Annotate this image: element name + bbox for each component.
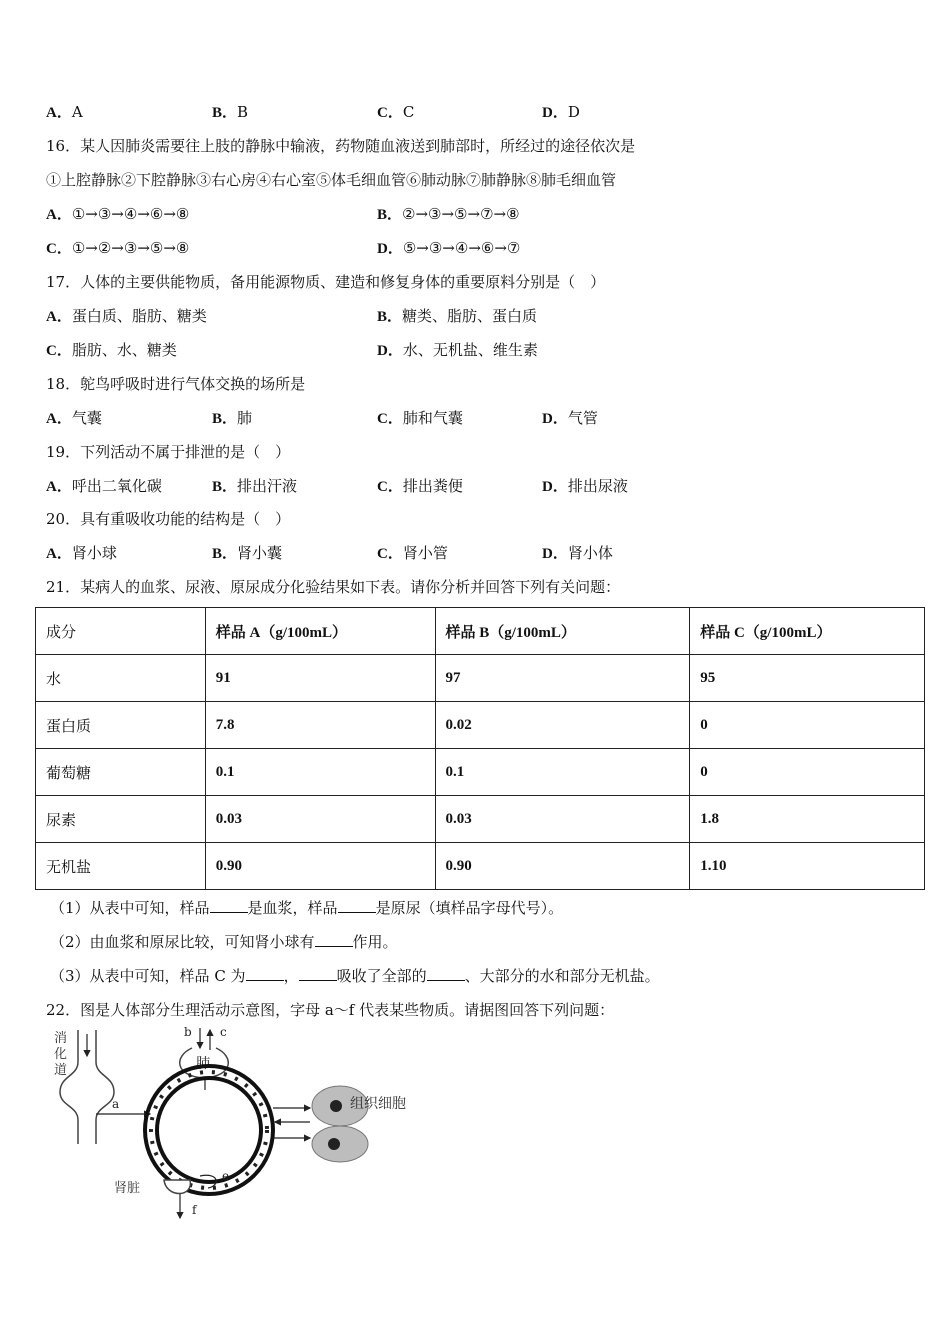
q21-sub3: （3）从表中可知，样品 C 为 ， 吸收了全部的 、大部分的水和部分无机盐。 (50, 967, 660, 985)
q20-stem: 20．具有重吸收功能的结构是（ ） (46, 510, 291, 528)
q16-stem: 16．某人因肺炎需要往上肢的静脉中输液，药物随血液送到肺部时，所经过的途径依次是 (46, 137, 636, 155)
q20-option-a[interactable]: A．肾小球 (46, 544, 117, 562)
q16-option-d[interactable]: D．⑤→③→④→⑥→⑦ (377, 239, 521, 257)
table-cell: 95 (690, 655, 925, 702)
ring-outer (145, 1066, 273, 1194)
table-cell: 1.8 (690, 796, 925, 843)
table-cell: 91 (205, 655, 435, 702)
table-header-cell: 样品 C（g/100mL） (690, 608, 925, 655)
digestive-tract-right (96, 1030, 114, 1144)
q20-option-c[interactable]: C．肾小管 (377, 544, 448, 562)
answer-blank[interactable] (246, 966, 284, 981)
q16-items: ①上腔静脉②下腔静脉③右心房④右心室⑤体毛细血管⑥肺动脉⑦肺静脉⑧肺毛细血管 (46, 171, 617, 189)
q21-results-table (35, 607, 925, 890)
label-f: f (192, 1203, 197, 1217)
q19-option-a[interactable]: A．呼出二氧化碳 (46, 477, 162, 495)
tissue-nucleus-2 (328, 1138, 340, 1150)
answer-blank[interactable] (299, 966, 337, 981)
q19-option-b[interactable]: B．排出汗液 (212, 477, 298, 495)
circulation-diagram (44, 1026, 444, 1226)
table-row (36, 843, 925, 890)
table-cell: 蛋白质 (36, 702, 206, 749)
table-cell: 1.10 (690, 843, 925, 890)
q21-stem: 21．某病人的血浆、尿液、原尿成分化验结果如下表。请你分析并回答下列有关问题： (46, 578, 621, 596)
q17-option-a[interactable]: A．蛋白质、脂肪、糖类 (46, 307, 207, 325)
q16-option-b[interactable]: B．②→③→⑤→⑦→⑧ (377, 205, 520, 223)
table-cell: 0 (690, 749, 925, 796)
digestive-label-3: 道 (54, 1063, 68, 1078)
q18-option-a[interactable]: A．气囊 (46, 409, 102, 427)
table-cell: 水 (36, 655, 206, 702)
q19-option-d[interactable]: D．排出尿液 (542, 477, 628, 495)
kidney-shape (164, 1180, 190, 1194)
table-row (36, 702, 925, 749)
label-b: b (184, 1026, 192, 1039)
tissue-nucleus-1 (330, 1100, 342, 1112)
q20-option-d[interactable]: D．肾小体 (542, 544, 613, 562)
table-header-cell: 样品 B（g/100mL） (435, 608, 690, 655)
table-header-cell: 成分 (36, 608, 206, 655)
answer-blank[interactable] (315, 932, 353, 947)
q21-sub2: （2）由血浆和原尿比较，可知肾小球有 作用。 (50, 933, 398, 951)
table-header-cell: 样品 A（g/100mL） (205, 608, 435, 655)
answer-blank[interactable] (427, 966, 465, 981)
table-cell: 0.90 (435, 843, 690, 890)
table-cell: 葡萄糖 (36, 749, 206, 796)
digestive-label-1: 消 (54, 1031, 68, 1046)
ring-blood-cells (151, 1072, 267, 1188)
tissue-label: 组织细胞 (350, 1096, 406, 1112)
table-cell: 0 (690, 702, 925, 749)
table-cell: 0.03 (435, 796, 690, 843)
table-cell: 0.1 (435, 749, 690, 796)
q19-stem: 19．下列活动不属于排泄的是（ ） (46, 443, 291, 461)
q21-sub1: （1）从表中可知，样品 是血浆，样品 是原尿（填样品字母代号）。 (50, 899, 564, 917)
table-cell: 无机盐 (36, 843, 206, 890)
digestive-label-2: 化 (54, 1047, 68, 1062)
table-cell: 0.03 (205, 796, 435, 843)
answer-blank[interactable] (210, 898, 248, 913)
table-cell: 0.1 (205, 749, 435, 796)
label-a: a (112, 1097, 120, 1111)
q18-stem: 18．鸵鸟呼吸时进行气体交换的场所是 (46, 375, 306, 393)
q15-option-c[interactable]: C．C (377, 103, 415, 121)
q17-option-b[interactable]: B．糖类、脂肪、蛋白质 (377, 307, 538, 325)
q16-option-a[interactable]: A．①→③→④→⑥→⑧ (46, 205, 190, 223)
q17-option-d[interactable]: D．水、无机盐、维生素 (377, 341, 538, 359)
lung-label: 肺 (196, 1056, 210, 1072)
q15-option-b[interactable]: B．B (212, 103, 249, 121)
table-cell: 97 (435, 655, 690, 702)
table-cell: 0.90 (205, 843, 435, 890)
table-cell: 0.02 (435, 702, 690, 749)
table-header-row (36, 608, 925, 655)
q15-option-d[interactable]: D．D (542, 103, 580, 121)
q22-stem: 22．图是人体部分生理活动示意图，字母 a～f 代表某些物质。请据图回答下列问题： (46, 1001, 615, 1019)
label-e: e (222, 1169, 230, 1183)
table-row (36, 749, 925, 796)
q18-option-b[interactable]: B．肺 (212, 409, 253, 427)
table-cell: 7.8 (205, 702, 435, 749)
q18-option-c[interactable]: C．肺和气囊 (377, 409, 463, 427)
q19-option-c[interactable]: C．排出粪便 (377, 477, 463, 495)
table-row (36, 655, 925, 702)
q20-option-b[interactable]: B．肾小囊 (212, 544, 283, 562)
q15-option-a[interactable]: A．A (46, 103, 83, 121)
q17-stem: 17．人体的主要供能物质，备用能源物质、建造和修复身体的重要原料分别是（ ） (46, 273, 606, 291)
q16-option-c[interactable]: C．①→②→③→⑤→⑧ (46, 239, 190, 257)
label-c: c (220, 1026, 227, 1039)
answer-blank[interactable] (338, 898, 376, 913)
q18-option-d[interactable]: D．气管 (542, 409, 598, 427)
ring-inner (157, 1078, 261, 1182)
table-cell: 尿素 (36, 796, 206, 843)
table-row (36, 796, 925, 843)
kidney-label: 肾脏 (114, 1181, 141, 1196)
q17-option-c[interactable]: C．脂肪、水、糖类 (46, 341, 177, 359)
